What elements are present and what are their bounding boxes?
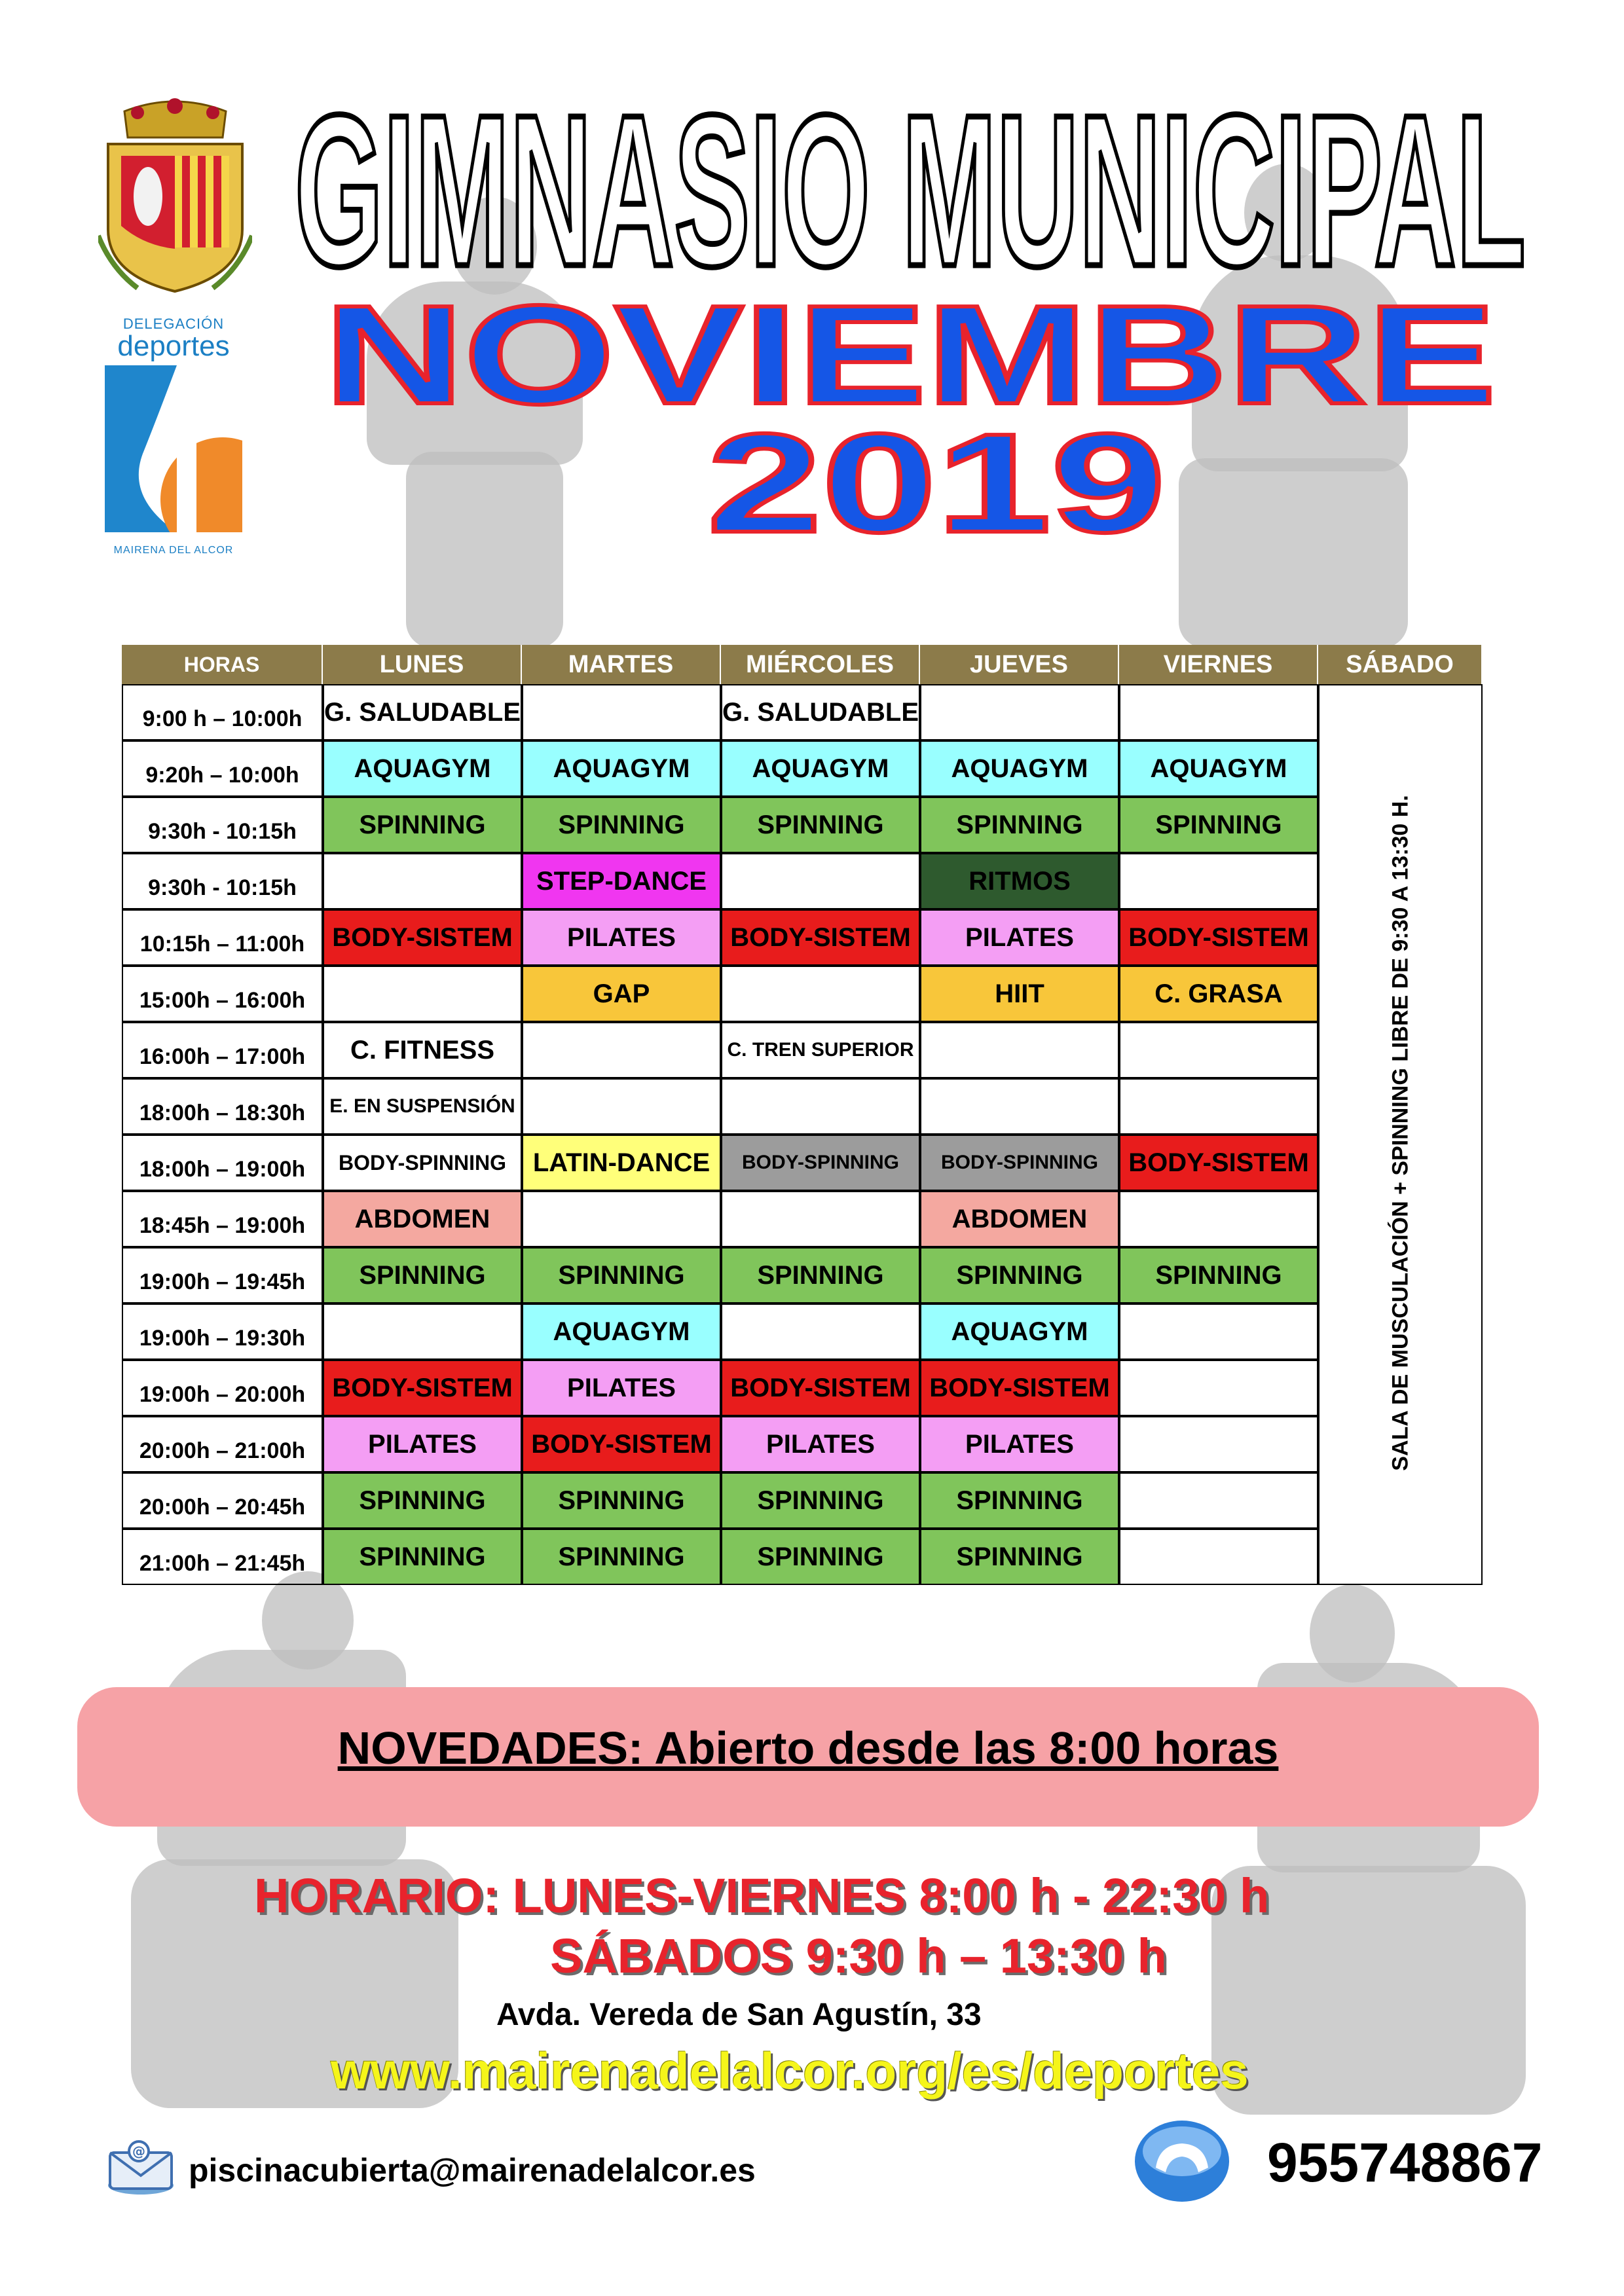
class-cell: AQUAGYM xyxy=(323,740,522,797)
time-cell: 19:00h – 19:45h xyxy=(122,1247,323,1303)
email-address[interactable]: piscinacubierta@mairenadelalcor.es xyxy=(189,2152,756,2189)
time-cell: 9:30h - 10:15h xyxy=(122,797,323,853)
class-cell: G. SALUDABLE xyxy=(721,684,920,740)
class-cell: SPINNING xyxy=(323,1247,522,1303)
class-cell xyxy=(323,1303,522,1360)
class-cell: PILATES xyxy=(522,909,721,966)
class-cell: SPINNING xyxy=(920,1529,1119,1585)
class-cell xyxy=(721,1303,920,1360)
class-cell: C. TREN SUPERIOR xyxy=(721,1022,920,1078)
class-cell: RITMOS xyxy=(920,853,1119,909)
saturday-hours: SÁBADOS 9:30 h – 13:30 h xyxy=(550,1929,1167,1983)
class-cell xyxy=(522,1022,721,1078)
weekday-hours: HORARIO: LUNES-VIERNES 8:00 h - 22:30 h xyxy=(254,1868,1270,1923)
class-cell: SPINNING xyxy=(721,1529,920,1585)
class-cell xyxy=(1119,1360,1318,1416)
class-cell: SPINNING xyxy=(920,1472,1119,1529)
class-cell: PILATES xyxy=(323,1416,522,1472)
class-cell xyxy=(1119,684,1318,740)
class-schedule-table xyxy=(122,645,1483,1585)
class-cell: STEP-DANCE xyxy=(522,853,721,909)
class-cell: BODY-SISTEM xyxy=(721,909,920,966)
telephone-icon xyxy=(1133,2119,1231,2204)
logo-deportes-text: deportes xyxy=(117,330,230,362)
class-cell: BODY-SPINNING xyxy=(721,1135,920,1191)
class-cell xyxy=(1119,1303,1318,1360)
class-cell: E. EN SUSPENSIÓN xyxy=(323,1078,522,1135)
year-title xyxy=(688,419,1185,543)
time-cell: 9:30h - 10:15h xyxy=(122,853,323,909)
time-cell: 18:00h – 18:30h xyxy=(122,1078,323,1135)
time-cell: 21:00h – 21:45h xyxy=(122,1529,323,1585)
class-cell: SPINNING xyxy=(920,797,1119,853)
page-title xyxy=(288,79,1532,295)
class-cell: SPINNING xyxy=(522,1529,721,1585)
class-cell: AQUAGYM xyxy=(522,740,721,797)
header-day-5: VIERNES xyxy=(1119,645,1318,684)
email-envelope-icon xyxy=(105,2140,177,2198)
class-cell: BODY-SISTEM xyxy=(1119,909,1318,966)
class-cell: AQUAGYM xyxy=(721,740,920,797)
municipal-crest-logo xyxy=(98,98,252,298)
phone-number[interactable]: 955748867 xyxy=(1267,2132,1543,2193)
website-link[interactable]: www.mairenadelalcor.org/es/deportes xyxy=(331,2042,1249,2100)
time-cell: 18:45h – 19:00h xyxy=(122,1191,323,1247)
month-text: NOVIEMBRE xyxy=(324,287,1496,418)
class-cell: PILATES xyxy=(920,1416,1119,1472)
class-cell: AQUAGYM xyxy=(920,740,1119,797)
class-cell xyxy=(721,1078,920,1135)
background-figure-left-legs xyxy=(406,452,563,648)
class-cell: BODY-SISTEM xyxy=(721,1360,920,1416)
time-cell: 15:00h – 16:00h xyxy=(122,966,323,1022)
class-cell xyxy=(323,966,522,1022)
class-cell: SPINNING xyxy=(1119,797,1318,853)
class-cell xyxy=(1119,1416,1318,1472)
class-cell xyxy=(1119,1078,1318,1135)
logo-shapes-icon xyxy=(105,365,242,536)
class-cell: BODY-SISTEM xyxy=(920,1360,1119,1416)
class-cell xyxy=(1119,1022,1318,1078)
class-cell: ABDOMEN xyxy=(323,1191,522,1247)
class-cell: SPINNING xyxy=(522,1472,721,1529)
svg-text:@: @ xyxy=(132,2143,145,2159)
class-cell xyxy=(920,1078,1119,1135)
class-cell xyxy=(1119,853,1318,909)
class-cell: SPINNING xyxy=(522,1247,721,1303)
header-day-3: MIÉRCOLES xyxy=(721,645,920,684)
class-cell xyxy=(1119,1472,1318,1529)
class-cell: SPINNING xyxy=(920,1247,1119,1303)
class-cell: SPINNING xyxy=(323,797,522,853)
class-cell xyxy=(721,853,920,909)
class-cell xyxy=(920,684,1119,740)
class-cell xyxy=(522,1078,721,1135)
header-day-2: MARTES xyxy=(522,645,721,684)
time-cell: 20:00h – 20:45h xyxy=(122,1472,323,1529)
class-cell: PILATES xyxy=(920,909,1119,966)
month-title xyxy=(314,287,1506,418)
class-cell xyxy=(1119,1191,1318,1247)
header-day-4: JUEVES xyxy=(920,645,1119,684)
class-cell: BODY-SPINNING xyxy=(920,1135,1119,1191)
class-cell: BODY-SISTEM xyxy=(323,1360,522,1416)
class-cell: SPINNING xyxy=(721,1247,920,1303)
class-cell xyxy=(721,966,920,1022)
class-cell xyxy=(1119,1529,1318,1585)
saturday-text: SALA DE MUSCULACIÓN + SPINNING LIBRE DE 9:30 A 13:30 H. xyxy=(1388,795,1412,1471)
class-cell: SPINNING xyxy=(721,797,920,853)
time-cell: 16:00h – 17:00h xyxy=(122,1022,323,1078)
class-cell: BODY-SPINNING xyxy=(323,1135,522,1191)
class-cell: G. SALUDABLE xyxy=(323,684,522,740)
background-figure-right-legs xyxy=(1179,458,1408,648)
class-cell: HIIT xyxy=(920,966,1119,1022)
time-cell: 10:15h – 11:00h xyxy=(122,909,323,966)
class-cell: LATIN-DANCE xyxy=(522,1135,721,1191)
class-cell xyxy=(920,1022,1119,1078)
class-cell: AQUAGYM xyxy=(522,1303,721,1360)
time-cell: 19:00h – 20:00h xyxy=(122,1360,323,1416)
class-cell xyxy=(522,1191,721,1247)
class-cell: SPINNING xyxy=(323,1529,522,1585)
class-cell: SPINNING xyxy=(1119,1247,1318,1303)
class-cell: AQUAGYM xyxy=(1119,740,1318,797)
class-cell: BODY-SISTEM xyxy=(323,909,522,966)
class-cell xyxy=(721,1191,920,1247)
year-text: 2019 xyxy=(707,419,1166,543)
header-horas: HORAS xyxy=(122,645,323,684)
class-cell: C. GRASA xyxy=(1119,966,1318,1022)
class-cell: GAP xyxy=(522,966,721,1022)
logo-delegacion-text: DELEGACIÓN xyxy=(122,316,225,332)
delegacion-deportes-logo xyxy=(105,313,242,556)
time-cell: 18:00h – 19:00h xyxy=(122,1135,323,1191)
class-cell: SPINNING xyxy=(721,1472,920,1529)
saturday-cell xyxy=(1318,684,1483,1585)
class-cell: SPINNING xyxy=(522,797,721,853)
header-day-6: SÁBADO xyxy=(1318,645,1483,684)
time-cell: 20:00h – 21:00h xyxy=(122,1416,323,1472)
class-cell xyxy=(323,853,522,909)
time-cell: 9:20h – 10:00h xyxy=(122,740,323,797)
class-cell: BODY-SISTEM xyxy=(1119,1135,1318,1191)
class-cell: ABDOMEN xyxy=(920,1191,1119,1247)
time-cell: 9:00 h – 10:00h xyxy=(122,684,323,740)
time-cell: 19:00h – 19:30h xyxy=(122,1303,323,1360)
class-cell: SPINNING xyxy=(323,1472,522,1529)
logo-mairena-text: MAIRENA DEL ALCOR xyxy=(113,545,234,556)
header-day-1: LUNES xyxy=(323,645,522,684)
class-cell: C. FITNESS xyxy=(323,1022,522,1078)
title-text: GIMNASIO MUNICIPAL xyxy=(295,79,1526,295)
address: Avda. Vereda de San Agustín, 33 xyxy=(496,1997,982,2032)
class-cell: BODY-SISTEM xyxy=(522,1416,721,1472)
class-cell: PILATES xyxy=(721,1416,920,1472)
class-cell: AQUAGYM xyxy=(920,1303,1119,1360)
news-text: NOVEDADES: Abierto desde las 8:00 horas xyxy=(337,1722,1279,1774)
class-cell: PILATES xyxy=(522,1360,721,1416)
class-cell xyxy=(522,684,721,740)
